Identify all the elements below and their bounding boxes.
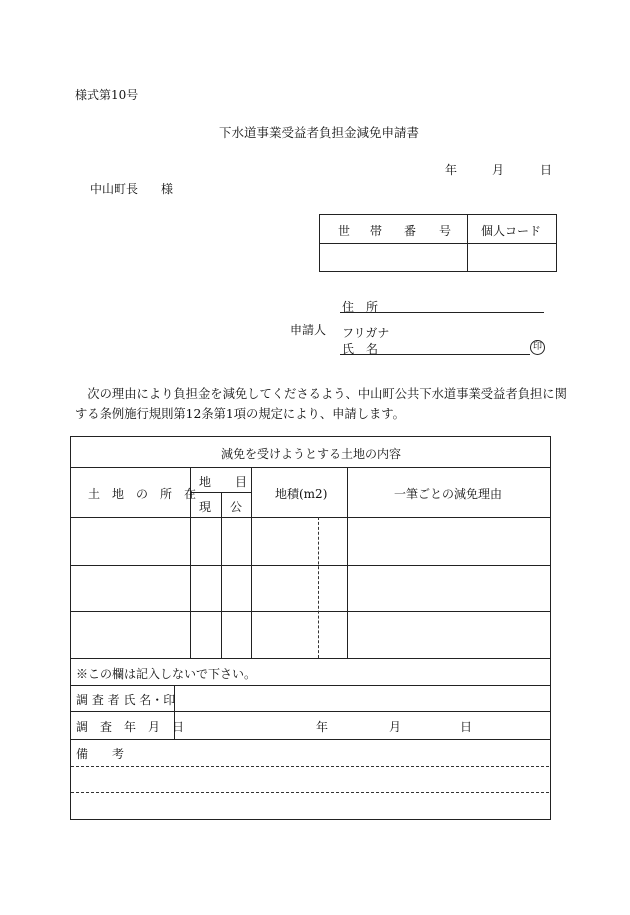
investigation-date-label: 調 査 年 月 日 (76, 720, 185, 734)
remarks-label: 備 考 (76, 747, 125, 761)
land-table-caption: 減免を受けようとする土地の内容 (221, 447, 402, 461)
household-number-char-3: 番 (404, 224, 417, 238)
household-number-field[interactable] (320, 244, 466, 270)
furigana-label: フリガナ (342, 326, 390, 340)
body-text-line-1: 次の理由により負担金を減免してくださるよう、中山町公共下水道事業受益者負担に関 (75, 387, 567, 401)
seal-mark: 印 (530, 340, 545, 355)
name-label: 氏 名 (342, 342, 379, 356)
date-day: 日 (540, 163, 553, 177)
land-row-3[interactable] (71, 612, 549, 657)
land-row-1[interactable] (71, 518, 549, 564)
date-year: 年 (445, 163, 458, 177)
reason-header: 一筆ごとの減免理由 (394, 487, 503, 501)
investigator-label: 調 査 者 氏 名・印 (76, 693, 176, 707)
land-row-2[interactable] (71, 566, 549, 610)
investigation-date-year: 年 (316, 720, 329, 734)
addressee-honorific: 様 (161, 182, 174, 196)
investigation-date-day: 日 (460, 720, 473, 734)
name-line[interactable] (340, 354, 530, 355)
location-header: 土 地 の 所 在 (88, 487, 197, 501)
body-text-line-2: する条例施行規則第12条第1項の規定により、申請します。 (75, 407, 405, 421)
applicant-label: 申請人 (290, 323, 327, 337)
address-label: 住 所 (342, 300, 379, 314)
category-header: 地 目 (199, 475, 248, 489)
address-line[interactable] (340, 312, 544, 313)
personal-code-field[interactable] (468, 244, 555, 270)
category-current-header: 現 (199, 500, 212, 514)
household-number-char-1: 世 (338, 224, 351, 238)
date-month: 月 (492, 163, 505, 177)
investigation-date-month: 月 (389, 720, 402, 734)
form-number: 様式第10号 (75, 88, 139, 102)
personal-code-header: 個人コード (481, 224, 542, 238)
page-title: 下水道事業受益者負担金減免申請書 (219, 125, 420, 140)
office-use-note: ※この欄は記入しないで下さい。 (76, 667, 257, 681)
area-header: 地積(m2) (275, 487, 328, 501)
addressee-name: 中山町長 (90, 182, 139, 196)
category-public-header: 公 (230, 500, 243, 514)
household-number-char-4: 号 (439, 224, 452, 238)
household-number-char-2: 帯 (370, 224, 383, 238)
